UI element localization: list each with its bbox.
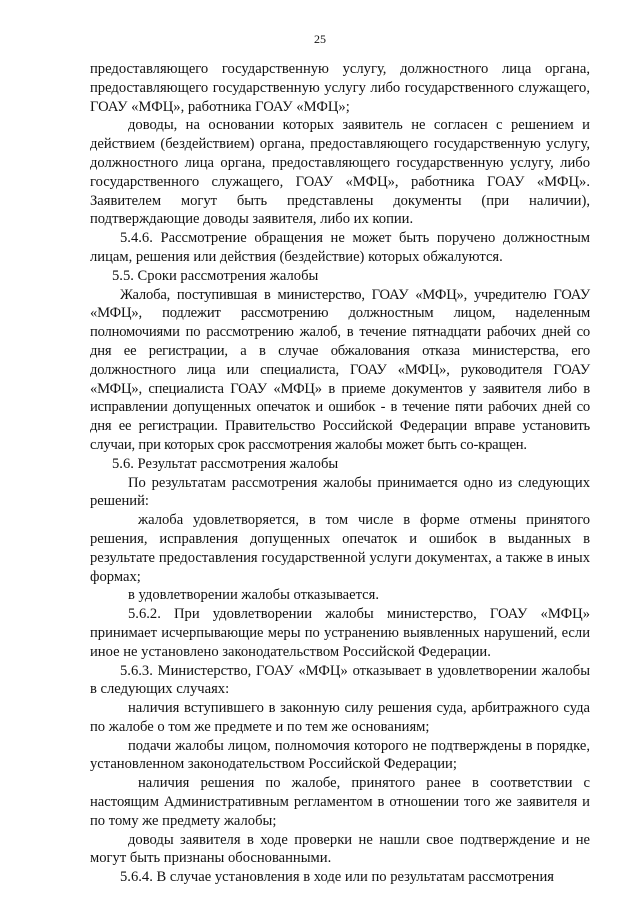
paragraph-12: наличия решения по жалобе, принятого ранее в соответствии с настоящим Административным регламентом в отношении того же заявителя и по тому же предмету жалобы; — [90, 775, 590, 829]
paragraph-6: жалоба удовлетворяется, в том числе в форме отмены принятого решения, исправления допущенных опечаток и ошибок в выданных в результате предоставления государственной услуги документах, а также в иных формах; — [90, 512, 590, 585]
section-heading-5-5: 5.5. Сроки рассмотрения жалобы — [112, 267, 319, 284]
paragraph-1: предоставляющего государственную услугу, должностного лица органа, предоставляющего государственную услугу либо государственного служащего, ГОАУ «МФЦ», работника ГОАУ «МФЦ»; — [90, 61, 590, 115]
paragraph-10: наличия вступившего в законную силу решения суда, арбитражного суда по жалобе о том же предмете и по тем же основаниям; — [90, 700, 590, 735]
paragraph-8: 5.6.2. При удовлетворении жалобы министерство, ГОАУ «МФЦ» принимает исчерпывающие меры по устранению выявленных нарушений, если иное не установлено законодательством Российской Федерации. — [90, 606, 590, 660]
page-number: 25 — [314, 32, 326, 46]
paragraph-9: 5.6.3. Министерство, ГОАУ «МФЦ» отказывает в удовлетворении жалобы в следующих случаях: — [90, 662, 590, 698]
paragraph-4: Жалоба, поступившая в министерство, ГОАУ «МФЦ», учредителю ГОАУ «МФЦ», подлежит рассмотрению должностным лицом, наделенным полномочиями по рассмотрению жалоб, в течение пятнадцати рабочих дней со дня ее регистрации, а в случае обжалования отказа министерства, его должностного лица или специалиста, ГОАУ «МФЦ», руководителя ГОАУ «МФЦ», специалиста ГОАУ «МФЦ» в приеме документов у заявителя либо в исправлении допущенных опечаток и ошибок - в течение пяти рабочих дней со дня ее регистрации. Правительство Российской Федерации вправе установить случаи, при которых срок рассмотрения жалобы может быть со-кращен. — [90, 286, 590, 453]
section-heading-5-6: 5.6. Результат рассмотрения жалобы — [112, 455, 339, 472]
paragraph-5: По результатам рассмотрения жалобы принимается одно из следующих решений: — [90, 474, 590, 510]
paragraph-13: доводы заявителя в ходе проверки не нашли свое подтверждение и не могут быть признаны обоснованными. — [90, 831, 590, 867]
paragraph-3: 5.4.6. Рассмотрение обращения не может быть поручено должностным лицам, решения или действия (бездействие) которых обжалуются. — [90, 230, 590, 265]
document-body — [90, 60, 590, 887]
paragraph-7: в удовлетворении жалобы отказывается. — [128, 587, 380, 604]
paragraph-11: подачи жалобы лицом, полномочия которого не подтверждены в порядке, установленном законодательством Российской Федерации; — [90, 737, 590, 773]
paragraph-14: 5.6.4. В случае установления в ходе или по результатам рассмотрения — [120, 869, 554, 886]
paragraph-2: доводы, на основании которых заявитель не согласен с решением и действием (бездействием) органа, предоставляющего государственную услугу, должностного лица органа, предоставляющего государственную услугу, либо государственного служащего, ГОАУ «МФЦ», работника ГОАУ «МФЦ». Заявителем могут быть представлены документы (при наличии), подтверждающие доводы заявителя, либо их копии. — [90, 117, 590, 228]
